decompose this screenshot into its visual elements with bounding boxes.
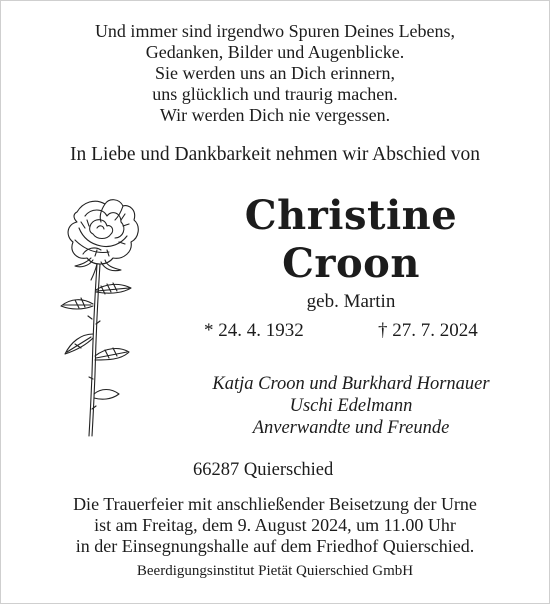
maiden-name: geb. Martin <box>306 291 396 312</box>
rose-drawing-icon <box>35 194 155 439</box>
farewell-intro: In Liebe und Dankbarkeit nehmen wir Abschied von <box>70 144 480 165</box>
poem-line: Und immer sind irgendwo Spuren Deines Lebens, <box>94 21 456 41</box>
mourner-line: Uschi Edelmann <box>289 396 413 416</box>
death-date: † 27. 7. 2024 <box>378 320 478 341</box>
memorial-poem <box>1 21 549 126</box>
mourner-line: Katja Croon und Burkhard Hornauer <box>212 374 490 394</box>
service-line: in der Einsegnungshalle auf dem Friedhof Quierschied. <box>75 536 475 556</box>
funeral-home: Beerdigungsinstitut Pietät Quierschied GmbH <box>136 563 414 579</box>
mourner-line: Anverwandte und Freunde <box>252 418 450 438</box>
mourners-list <box>181 373 521 439</box>
birth-date: * 24. 4. 1932 <box>204 320 304 341</box>
poem-line: uns glücklich und traurig machen. <box>152 84 398 104</box>
deceased-first-name: Christine <box>244 192 458 239</box>
service-line: Die Trauerfeier mit anschließender Beisetzung der Urne <box>73 494 477 514</box>
poem-line: Gedanken, Bilder und Augenblicke. <box>145 42 405 62</box>
place: 66287 Quierschied <box>193 460 334 480</box>
service-line: ist am Freitag, dem 9. August 2024, um 11.00 Uhr <box>94 515 456 535</box>
deceased-last-name: Croon <box>282 240 420 287</box>
poem-line: Wir werden Dich nie vergessen. <box>159 105 391 125</box>
funeral-service-info <box>1 494 549 557</box>
poem-line: Sie werden uns an Dich erinnern, <box>155 63 395 83</box>
